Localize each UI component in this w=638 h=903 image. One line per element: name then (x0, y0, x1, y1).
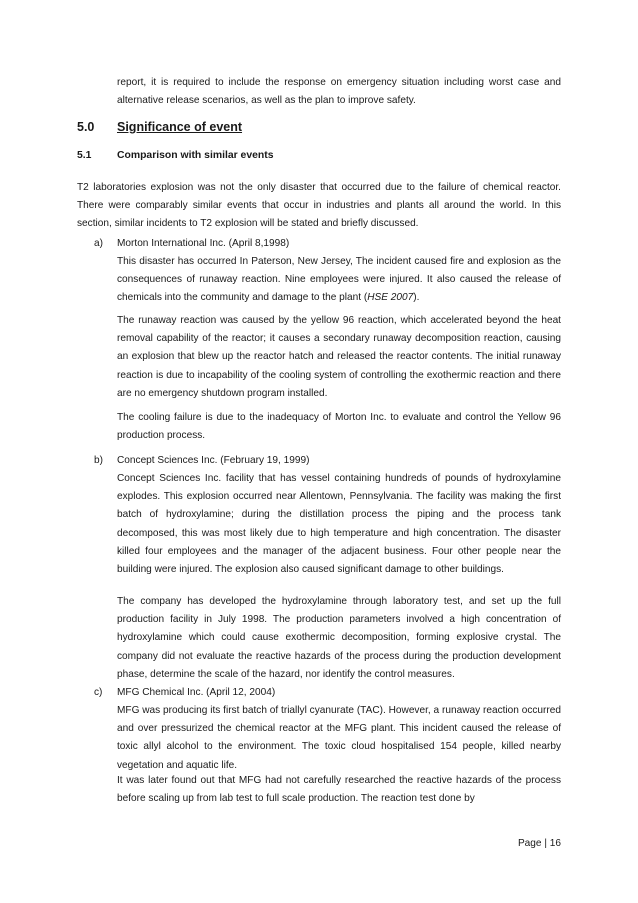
item-b-paragraph-1: Concept Sciences Inc. facility that has vessel containing hundreds of pounds of hydroxylamine explodes. This explosion occurred near Allentown, Pennsylvania. The facility was making the first batch of hydroxylamine; during the distillation process the piping and the process tank decomposed, this was most likely due to high temperature and high concentration. The disaster killed four employees and the manager of the adjacent business. Four other people near the building were injured. The explosion also caused significant damage to other buildings. (117, 473, 561, 576)
item-c-title: MFG Chemical Inc. (April 12, 2004) (117, 687, 276, 698)
item-a-title: Morton International Inc. (April 8,1998) (117, 238, 290, 249)
item-b-title: Concept Sciences Inc. (February 19, 1999) (117, 455, 310, 466)
page-label: Page (517, 838, 542, 849)
item-c-marker: c) (94, 687, 103, 698)
section-5-0-number: 5.0 (77, 120, 95, 134)
item-b-paragraph-2: The company has developed the hydroxylamine through laboratory test, and set up the full production facility in July 1998. The production parameters involved a high concentration of hydroxylamine which could cause exothermic decomposition, forming explosive crystal. The company did not evaluate the reactive hazards of the process during the production development phase, determine the scale of the hazard, nor identify the control measures. (117, 596, 561, 680)
page-number: 16 (549, 838, 561, 849)
page-separator: | (544, 838, 547, 849)
item-a-marker: a) (94, 238, 103, 249)
item-c-paragraph-2: It was later found out that MFG had not carefully researched the reactive hazards of the process before scaling up from lab test to full scale production. The reaction test done by (117, 775, 561, 805)
section-5-1-number: 5.1 (77, 150, 92, 161)
item-a-citation: HSE 2007 (367, 292, 414, 304)
section-5-1-title: Comparison with similar events (117, 150, 274, 161)
item-b-marker: b) (94, 455, 103, 466)
section-5-0-title: Significance of event (117, 120, 243, 134)
item-a-paragraph-2: The runaway reaction was caused by the yellow 96 reaction, which accelerated beyond the heat removal capability of the reactor; it causes a secondary runaway decomposition reaction, causing an explosion that blew up the reactor hatch and released the reactor contents. The initial runaway reaction is due to incapability of the cooling system of controlling the exothermic reaction and there are no emergency shutdown program installed. (117, 315, 561, 399)
item-c-paragraph-1: MFG was producing its first batch of triallyl cyanurate (TAC). However, a runaway reaction occurred and over pressurized the chemical reactor at the MFG plant. This incident caused the release of toxic allyl alcohol to the environment. The toxic cloud hospitalised 154 people, killed nearby vegetation and aquatic life. (117, 705, 561, 771)
item-a-paragraph-1: This disaster has occurred In Paterson, New Jersey, The incident caused fire and explosion as the consequences of runaway reaction. Nine employees were injured. It also caused the release of chemicals into the community and damage to the plant (HSE 2007). (117, 256, 561, 304)
page-footer (518, 838, 561, 849)
section-5-1-body: T2 laboratories explosion was not the only disaster that occurred due to the failure of chemical reactor. There were comparably similar events that occur in industries and plants all around the world. In this section, similar incidents to T2 explosion will be stated and briefly discussed. (77, 182, 561, 230)
item-a-paragraph-3: The cooling failure is due to the inadequacy of Morton Inc. to evaluate and control the Yellow 96 production process. (117, 412, 561, 442)
intro-paragraph: report, it is required to include the response on emergency situation including worst case and alternative release scenarios, as well as the plan to improve safety. (117, 77, 561, 107)
